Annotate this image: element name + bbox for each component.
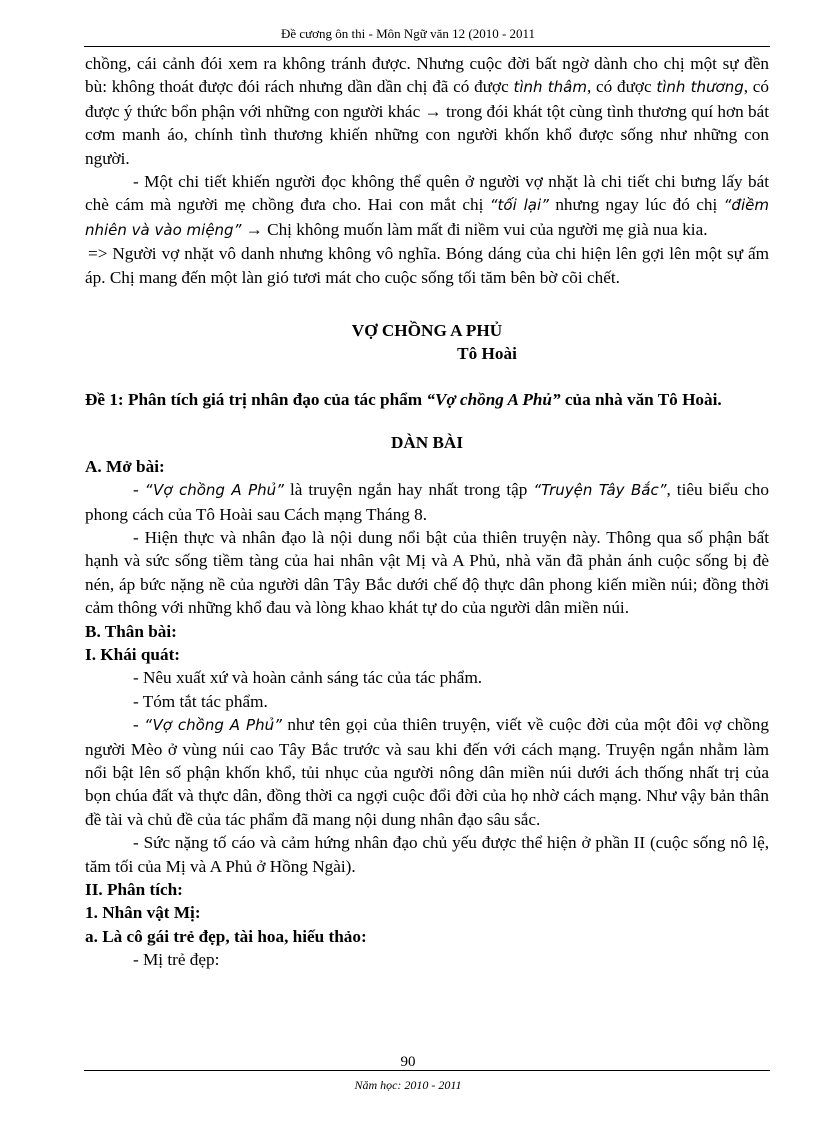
section-heading-khai-quat: I. Khái quát:: [85, 644, 181, 664]
section-heading-mo-bai: A. Mở bài:: [85, 456, 165, 476]
text-run-italic: tình thương: [656, 78, 744, 97]
spacer: [85, 411, 769, 431]
text-run-italic: tình thâm: [513, 78, 587, 97]
text-run-italic: “Vợ chồng A Phủ”: [426, 389, 561, 409]
text-run-italic: “điềm nhiên và vào miệng”: [85, 196, 769, 239]
text-run: của nhà văn Tô Hoài.: [560, 389, 722, 409]
text-run-italic: “Vợ chồng A Phủ”: [144, 716, 282, 735]
outline-heading: DÀN BÀI: [390, 433, 464, 453]
text-run: -: [133, 480, 145, 500]
paragraph-detail: [85, 170, 769, 242]
bullet-origin: - Nêu xuất xứ và hoàn cảnh sáng tác của tác phẩm.: [133, 668, 483, 688]
page-number: 90: [400, 1054, 416, 1070]
section-heading-nhan-vat-mi-a: a. Là cô gái trẻ đẹp, tài hoa, hiếu thảo:: [85, 926, 367, 946]
text-run: Đề 1: Phân tích giá trị nhân đạo của tác phẩm: [85, 389, 427, 409]
text-run: - Một chi tiết khiến người đọc không thể quên ở người vợ nhặt là chi tiết chi bưng lấy bát chè cám mà người mẹ chồng đưa cho. Hai con mắt chị: [85, 172, 769, 215]
text-run: chồng, cái cảnh đói xem ra không tránh được. Nhưng cuộc đời bất ngờ dành cho chị một sự đền bù: không thoát được đói rách nhưng dần dần chị đã có được: [85, 54, 769, 97]
text-run-italic: “Truyện Tây Bắc”: [533, 481, 667, 500]
document-body: [85, 52, 769, 972]
text-run: , có được: [586, 77, 657, 97]
section-heading-phan-tich: II. Phân tích:: [85, 880, 183, 899]
paragraph-conclusion: => Người vợ nhặt vô danh nhưng không vô nghĩa. Bóng dáng của chi hiện lên gợi lên một sự ấm áp. Chị mang đến một làn gió tươi mát cho cuộc sống tối tăm bên bờ cõi chết.: [85, 244, 769, 287]
text-run-italic: “Vợ chồng A Phủ”: [144, 481, 284, 500]
work-title: VỢ CHỒNG A PHỦ: [351, 321, 503, 341]
text-run: như tên gọi của thiên truyện, viết về cuộc đời của một đôi vợ chồng người Mèo ở vùng núi cao Tây Bắc trước và sau khi đến với cách mạng. Truyện ngắn nhằm làm nổi bật lên số phận khốn khổ, tủi nhục của người nông dân miền núi dưới ách thống nhất trị của bọn chúa đất và thực dân, đồng thời ca ngợi cuộc đổi đời của họ nhờ cách mạng. Như vậy bản thân đề tài và chủ đề của tác phẩm đã mang nội dung nhân đạo sâu sắc.: [85, 715, 769, 829]
text-run: là truyện ngắn hay nhất trong tập: [283, 480, 534, 500]
text-run: nhưng ngay lúc đó chị: [548, 195, 724, 215]
bullet-summary: - Tóm tắt tác phẩm.: [133, 691, 268, 711]
text-run: , có được ý thức bổn phận với những con người khác → trong đói khát tột cùng tình thương quí hơn bát cơm manh áo, chính tình thương khiến những con người khốn khổ được sống như những con người.: [85, 77, 769, 168]
paragraph-mo-bai-1: [85, 478, 769, 526]
section-heading-than-bai: B. Thân bài:: [85, 621, 177, 641]
bullet-mi-tre-dep: - Mị trẻ đẹp:: [133, 950, 220, 970]
spacer: [85, 289, 769, 319]
text-run-italic: “tối lại”: [489, 196, 549, 215]
footer-year: Năm học: 2010 - 2011: [354, 1078, 462, 1092]
text-run: → Chị không muốn làm mất đi niềm vui của người mẹ già nua kia.: [241, 219, 708, 239]
paragraph-continuation: [85, 52, 769, 170]
spacer: [85, 366, 769, 388]
text-run: -: [133, 715, 145, 735]
page-header: Đề cương ôn thi - Môn Ngữ văn 12 (2010 - 2011: [280, 26, 536, 41]
exam-question: [85, 388, 769, 411]
text-run: , tiêu biểu cho phong cách của Tô Hoài sau Cách mạng Tháng 8.: [85, 480, 769, 524]
header-rule: [84, 46, 770, 47]
paragraph-mo-bai-2: - Hiện thực và nhân đạo là nội dung nổi bật của thiên truyện này. Thông qua số phận bất hạnh và sức sống tiềm tàng của hai nhân vật Mị và A Phủ, nhà văn đã phản ánh cuộc sống bị đè nén, áp bức nặng nề của người dân Tây Bắc dưới chế độ thực dân phong kiến miền núi; đồng thời cảm thông với những khổ đau và lòng khao khát tự do của người dân miền núi.: [85, 527, 769, 618]
paragraph-khai-quat-4: - Sức nặng tố cáo và cảm hứng nhân đạo chủ yếu được thể hiện ở phần II (cuộc sống nô lệ, tăm tối của Mị và A Phủ ở Hồng Ngài).: [85, 833, 769, 876]
footer-rule: [84, 1070, 770, 1071]
work-author: Tô Hoài: [457, 344, 517, 364]
paragraph-khai-quat-3: [85, 713, 769, 831]
section-heading-nhan-vat-mi: 1. Nhân vật Mị:: [85, 903, 201, 923]
